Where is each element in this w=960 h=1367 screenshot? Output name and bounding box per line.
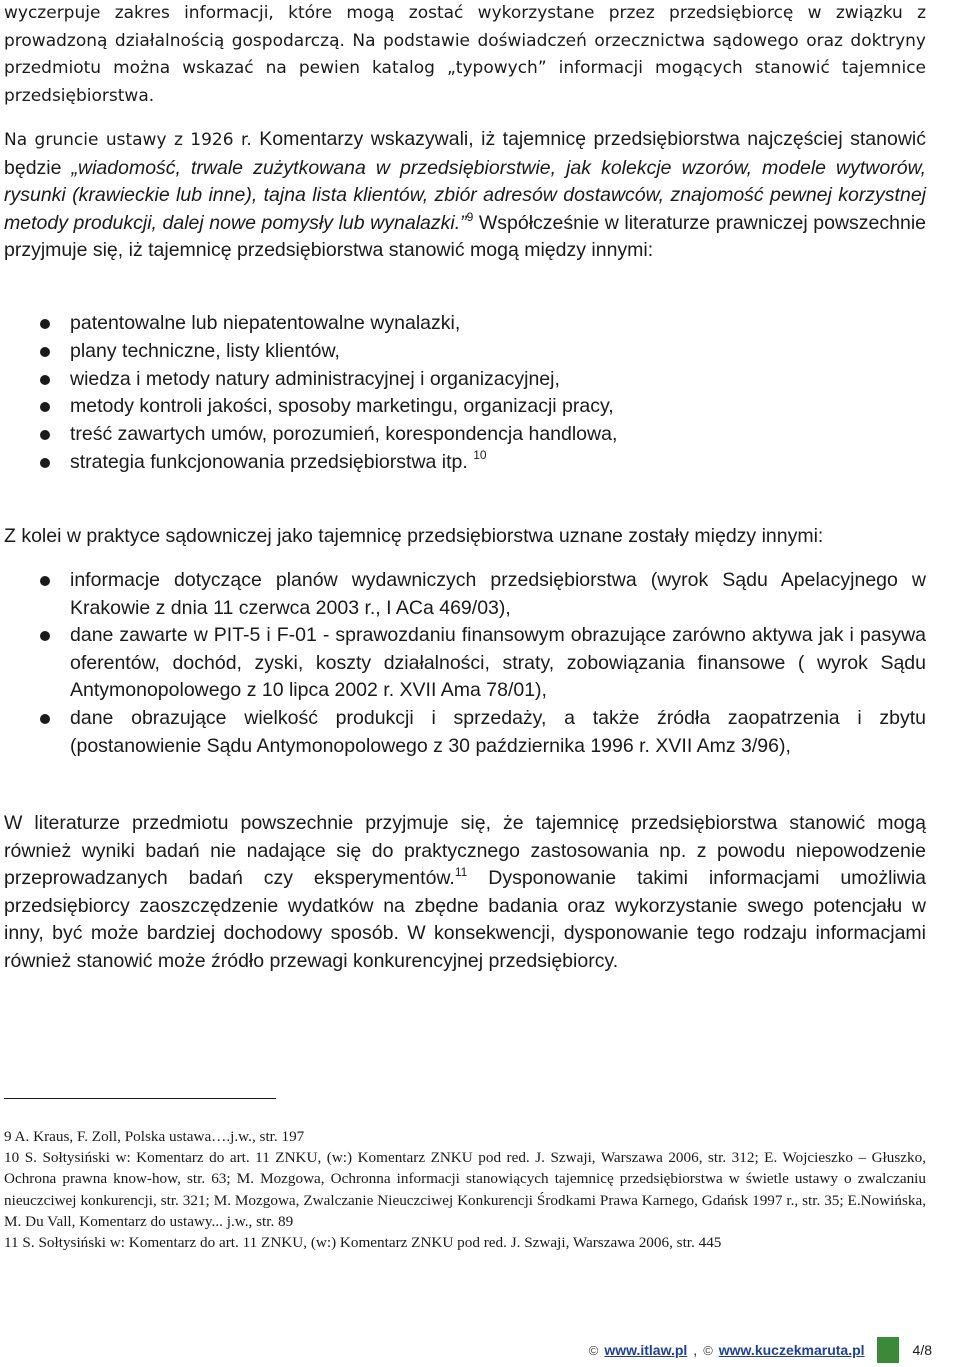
- copyright-icon: ©: [588, 1342, 599, 1358]
- green-square-icon: [877, 1337, 899, 1363]
- kuczekmaruta-link[interactable]: www.kuczekmaruta.pl: [718, 1342, 865, 1358]
- bullet-icon: [40, 631, 50, 641]
- list-item: patentowalne lub niepatentowalne wynalazki,: [0, 310, 926, 338]
- paragraph-text-continued: Współcześnie w literaturze prawniczej powszechnie przyjmuje się, iż tajemnicę przedsiębiorstwa stanowić mogą między innymi:: [4, 211, 927, 262]
- paragraph-court-practice: Z kolei w praktyce sądowniczej jako tajemnicę przedsiębiorstwa uznane zostały między innymi:: [4, 525, 824, 547]
- paragraph-text: Komentarzy wskazywali, iż tajemnicę przedsiębiorstwa najczęściej stanowić będzie: [4, 128, 926, 179]
- bullet-icon: [40, 402, 50, 412]
- page-number: 4/8: [912, 1342, 932, 1358]
- list-item: strategia funkcjonowania przedsiębiorstwa itp. $^{10}$: [0, 449, 926, 479]
- list-item: treść zawartych umów, porozumień, korespondencja handlowa,: [0, 421, 926, 449]
- paragraph-1926-act: [4, 126, 926, 265]
- list-item: metody kontroli jakości, sposoby marketingu, organizacji pracy,: [0, 393, 926, 421]
- court-cases-list: [0, 567, 926, 760]
- page-footer: © www.itlaw.pl , © www.kuczekmaruta.pl 4/8: [589, 1335, 932, 1365]
- footnote-11: 11 S. Sołtysiński w: Komentarz do art. 11 ZNKU, (w:) Komentarz ZNKU pod red. J. Szwaji, Warszawa 2006, str. 445: [4, 1234, 722, 1252]
- bullet-icon: [40, 714, 50, 724]
- bullet-icon: [40, 347, 50, 357]
- list-item: informacje dotyczące planów wydawniczych przedsiębiorstwa (wyrok Sądu Apelacyjnego w Krakowie z dnia 11 czerwca 2003 r., I ACa 469/03),: [0, 567, 926, 622]
- copyright-icon: ©: [703, 1342, 713, 1358]
- footnote-ref-11[interactable]: 11: [454, 865, 468, 880]
- list-item: plany techniczne, listy klientów,: [0, 338, 926, 366]
- quoted-text: „wiadomość, trwale zużytkowana w przedsiębiorstwie, jak kolekcje wzorów, modele wytworów, rysunki (krawieckie lub inne), tajna lista klientów, zbiór adresów dostawców, znajomość pewnej korzystnej metody produkcji, dalej nowe pomysły lub wynalazki.”: [4, 156, 926, 234]
- footnote-ref-10[interactable]: 10: [473, 447, 487, 462]
- footnote-separator: [4, 1098, 276, 1099]
- list-item: wiedza i metody natury administracyjnej i organizacyjnej,: [0, 366, 926, 394]
- bullet-icon: [40, 375, 50, 385]
- paragraph-research-results: W literaturze przedmiotu powszechnie przyjmuje się, że tajemnicę przedsiębiorstwa stanowić mogą również wyniki badań nie nadające się do praktycznego zastosowania np. z powodu niepowodzenie przeprowadzanych badań czy eksperymentów.$^{11}$ Dysponowanie takimi informacjami umożliwia przedsiębiorcy zaoszczędzenie wydatków na zbędne badania oraz wykorzystanie swego potencjału w inny, być może bardziej dochodowy sposób. W konsekwencji, dysponowanie tego rodzaju informacjami również stanowić może źródło przewagi konkurencyjnej przedsiębiorcy.: [4, 812, 926, 972]
- bullet-icon: [40, 319, 50, 329]
- intro-paragraph: [4, 0, 926, 110]
- itlaw-link[interactable]: www.itlaw.pl: [604, 1342, 688, 1358]
- bullet-icon: [40, 458, 50, 468]
- footnote-10: 10 S. Sołtysiński w: Komentarz do art. 11 ZNKU, (w:) Komentarz ZNKU pod red. J. Szwaji, Warszawa 2006, str. 312; E. Wojcieszko – Głuszko, Ochrona prawna know-how, str. 63; M. Mozgowa, Ochronna informacji stanowiących tajemnicę przedsiębiorstwa w świetle ustawy o zwalczaniu nieuczciwej konkurencji, str. 321; M. Mozgowa, Zwalczanie Nieuczciwej Konkurencji Środkami Prawa Karnego, Gdańsk 1997 r., str. 35; E.Nowińska, M. Du Vall, Komentarz do ustawy... j.w., str. 89: [4, 1149, 926, 1230]
- footnotes: [4, 1126, 926, 1253]
- list-item: dane obrazujące wielkość produkcji i sprzedaży, a także źródła zaopatrzenia i zbytu (postanowienie Sądu Antymonopolowego z 30 października 1996 r. XVII Amz 3/96),: [0, 705, 926, 760]
- paragraph-lead: Na gruncie ustawy z 1926 r.: [4, 130, 252, 150]
- trade-secret-list: [0, 310, 926, 479]
- footnote-9: 9 A. Kraus, F. Zoll, Polska ustawa….j.w., str. 197: [4, 1128, 305, 1145]
- intro-text: wyczerpuje zakres informacji, które mogą zostać wykorzystane przez przedsiębiorcę w związku z prowadzoną działalnością gospodarczą. Na podstawie doświadczeń orzecznictwa sądowego oraz doktryny przedmiotu można wskazać na pewien katalog „typowych” informacji mogących stanowić tajemnice przedsiębiorstwa.: [4, 3, 926, 106]
- footnote-ref-9[interactable]: 9: [466, 209, 474, 224]
- list-item: dane zawarte w PIT-5 i F-01 - sprawozdaniu finansowym obrazujące zarówno aktywa jak i pasywa oferentów, dochód, zyski, koszty działalności, straty, zobowiązania finansowe ( wyrok Sądu Antymonopolowego z 10 lipca 2002 r. XVII Ama 78/01),: [0, 622, 926, 705]
- bullet-icon: [40, 576, 50, 586]
- bullet-icon: [40, 430, 50, 440]
